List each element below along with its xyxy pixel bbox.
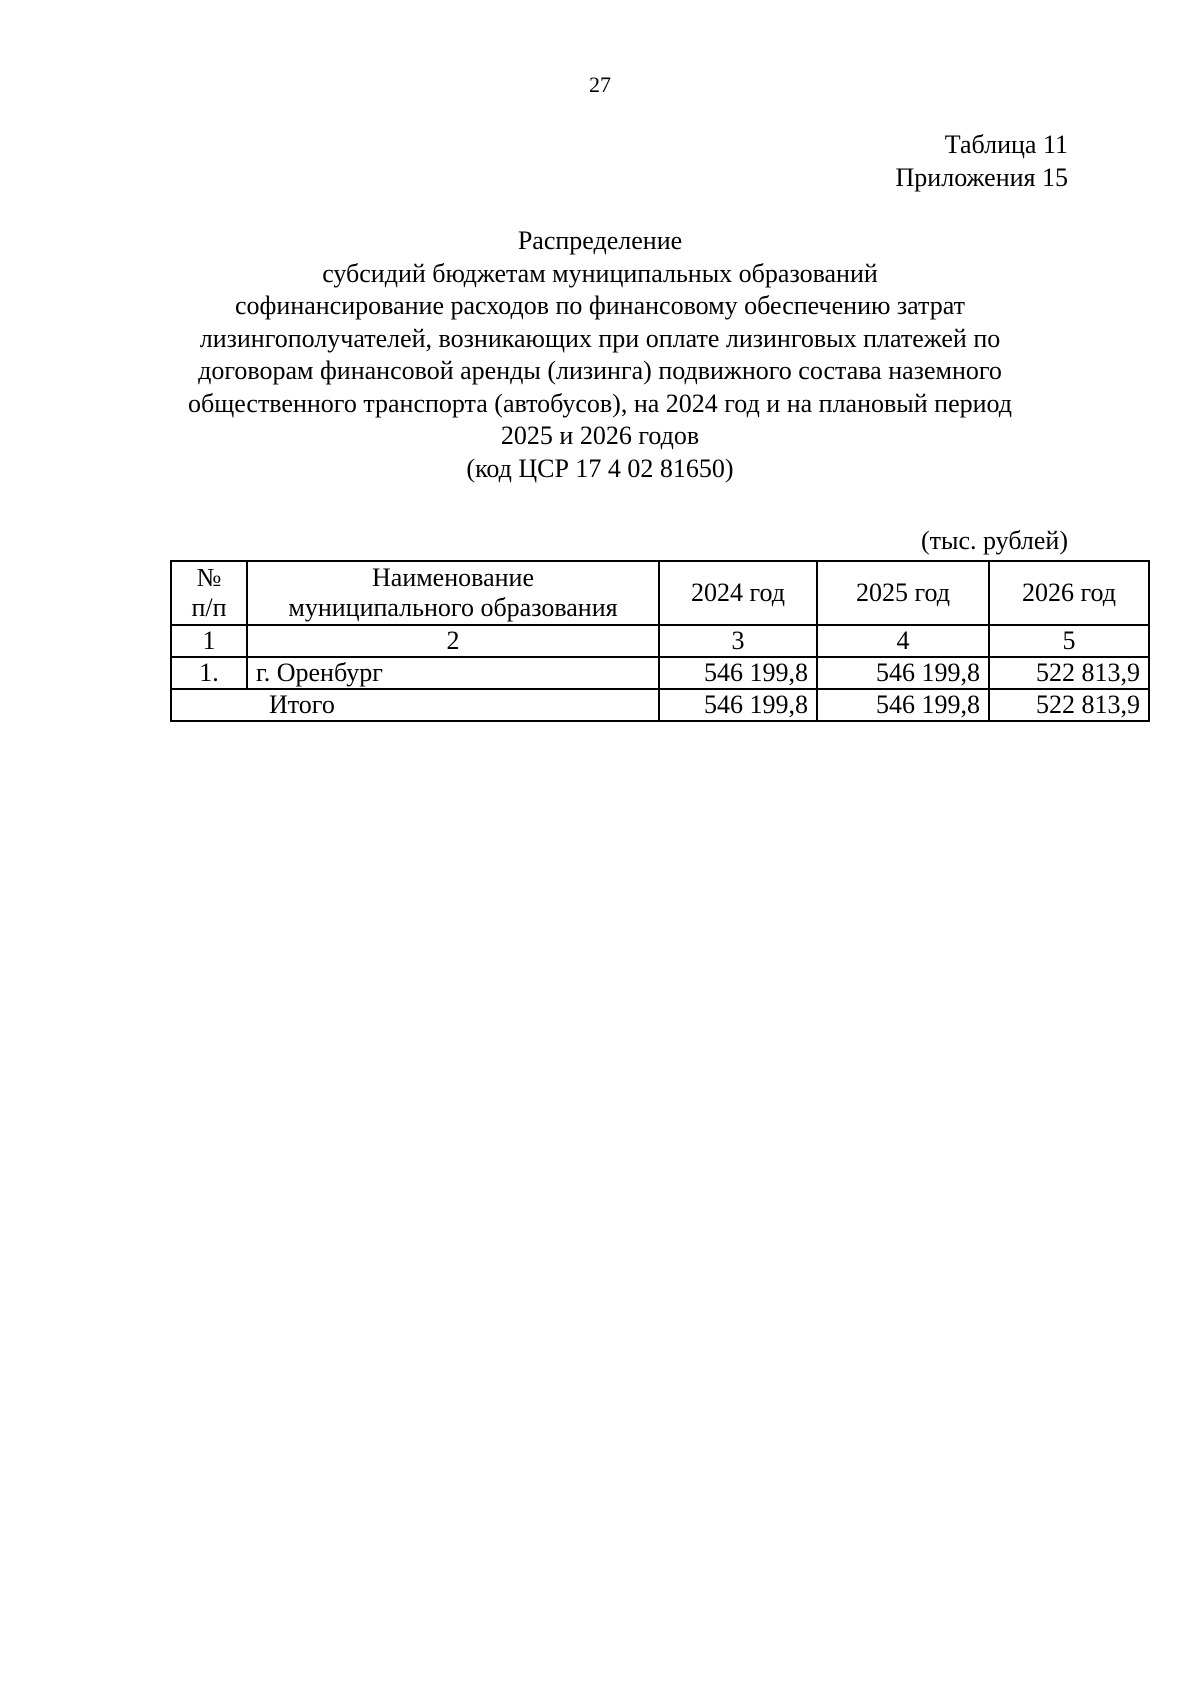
column-number-row [171, 625, 1149, 657]
header-name-line2: муниципального образования [288, 593, 618, 622]
row-number: 1. [171, 657, 247, 689]
table-reference-number: Таблица 11 [944, 130, 1068, 159]
title-line: (код ЦСР 17 4 02 81650) [466, 453, 734, 483]
title-line: общественного транспорта (автобусов), на 2024 год и на плановый период [187, 388, 1013, 418]
table-reference [896, 128, 1068, 194]
amount-2025: 546 199,8 [817, 657, 989, 689]
units-label: (тыс. рублей) [920, 526, 1068, 555]
title-line: договорам финансовой аренды (лизинга) подвижного состава наземного [198, 356, 1002, 385]
appendix-reference: Приложения 15 [895, 163, 1068, 192]
header-2026: 2026 год [989, 561, 1149, 625]
header-2024: 2024 год [659, 561, 817, 625]
header-name [247, 561, 659, 625]
title-line: софинансирование расходов по финансовому обеспечению затрат [235, 291, 965, 320]
table-header-row [171, 561, 1149, 625]
table-row [171, 657, 1149, 689]
page-number: 27 [589, 72, 611, 97]
header-number-abbrev: п/п [191, 593, 227, 622]
column-number: 4 [817, 625, 989, 657]
total-row [171, 689, 1149, 721]
subsidy-table [170, 560, 1150, 722]
column-number: 3 [659, 625, 817, 657]
total-2024: 546 199,8 [659, 689, 817, 721]
header-name-line1: Наименование [372, 563, 534, 592]
total-label: Итого [171, 689, 659, 721]
header-number [171, 561, 247, 625]
title-line: 2025 и 2026 годов [500, 421, 700, 450]
title-line: Распределение [517, 226, 683, 255]
column-number: 2 [247, 625, 659, 657]
total-2026: 522 813,9 [989, 689, 1149, 721]
header-2025: 2025 год [817, 561, 989, 625]
column-number: 5 [989, 625, 1149, 657]
amount-2024: 546 199,8 [659, 657, 817, 689]
title-line: лизингополучателей, возникающих при оплате лизинговых платежей по [199, 323, 1001, 353]
total-2025: 546 199,8 [817, 689, 989, 721]
document-title [140, 225, 1060, 485]
title-line: субсидий бюджетам муниципальных образований [322, 258, 878, 288]
municipality-name: г. Оренбург [247, 657, 659, 689]
column-number: 1 [171, 625, 247, 657]
amount-2026: 522 813,9 [989, 657, 1149, 689]
header-number-symbol: № [196, 563, 222, 592]
